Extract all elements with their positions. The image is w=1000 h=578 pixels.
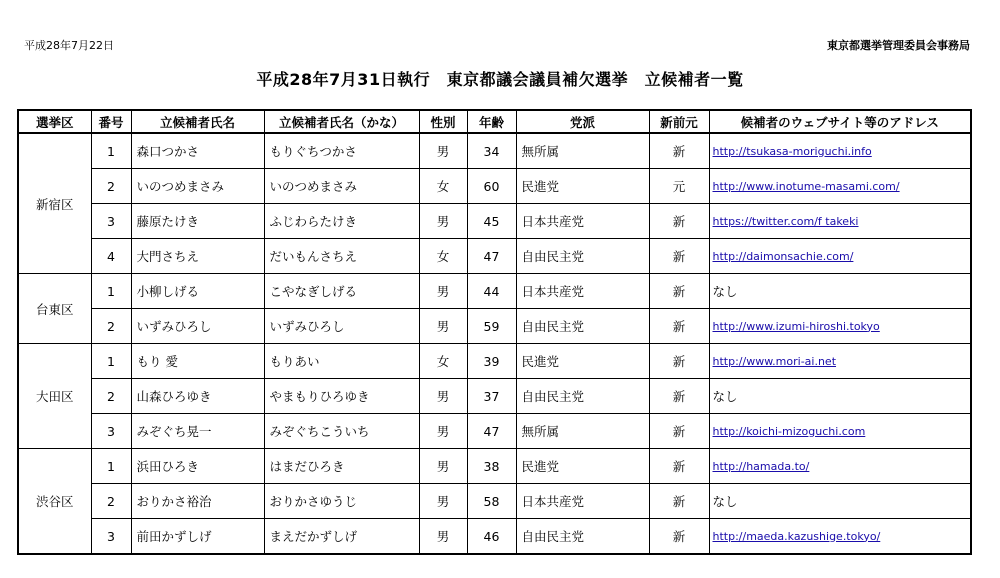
table-row [18,239,971,274]
candidate-website-cell [709,344,971,379]
header-gender: 性別 [419,110,467,133]
candidate-website-cell [709,414,971,449]
candidate-gender: 女 [419,169,467,204]
candidate-name: いのつめまさみ [131,169,264,204]
candidate-name: 大門さちえ [131,239,264,274]
candidate-party: 無所属 [516,133,649,169]
candidate-age: 37 [467,379,516,414]
candidate-status: 新 [649,414,709,449]
website-link[interactable]: https://twitter.com/f takeki [712,214,859,228]
candidate-website-cell [709,239,971,274]
header-status: 新前元 [649,110,709,133]
candidate-number: 2 [91,169,131,204]
candidate-name: おりかさ裕治 [131,484,264,519]
candidate-kana: はまだひろき [264,449,419,484]
candidate-status: 新 [649,239,709,274]
candidate-name: もり 愛 [131,344,264,379]
candidate-gender: 男 [419,414,467,449]
candidate-website-cell [709,133,971,169]
table-row [18,274,971,309]
header-kana: 立候補者氏名（かな） [264,110,419,133]
header-age: 年齢 [467,110,516,133]
candidate-party: 日本共産党 [516,274,649,309]
no-website-text: なし [712,284,738,299]
candidate-party: 自由民主党 [516,519,649,555]
candidate-number: 3 [91,519,131,555]
candidate-age: 38 [467,449,516,484]
issuing-office: 東京都選挙管理委員会事務局 [827,39,970,52]
website-link[interactable]: http://maeda.kazushige.tokyo/ [712,529,881,543]
candidate-status: 新 [649,309,709,344]
candidate-name: 前田かずしげ [131,519,264,555]
candidate-party: 自由民主党 [516,309,649,344]
candidate-party: 自由民主党 [516,379,649,414]
candidate-website-cell [709,309,971,344]
header-number: 番号 [91,110,131,133]
candidate-status: 新 [649,449,709,484]
candidate-gender: 女 [419,344,467,379]
website-link[interactable]: http://www.inotume-masami.com/ [712,179,900,193]
candidate-age: 46 [467,519,516,555]
candidate-number: 3 [91,414,131,449]
candidate-kana: こやなぎしげる [264,274,419,309]
page-title: 平成28年7月31日執行 東京都議会議員補欠選挙 立候補者一覧 [256,70,744,89]
no-website-text: なし [712,494,738,509]
candidate-status: 元 [649,169,709,204]
district-cell: 新宿区 [18,133,91,274]
table-row [18,519,971,555]
table-row [18,133,971,169]
candidate-age: 47 [467,239,516,274]
candidate-number: 2 [91,484,131,519]
table-row [18,344,971,379]
candidate-kana: もりぐちつかさ [264,133,419,169]
candidate-party: 民進党 [516,344,649,379]
candidate-party: 無所属 [516,414,649,449]
table-row [18,379,971,414]
candidate-status: 新 [649,204,709,239]
candidate-name: みぞぐち晃一 [131,414,264,449]
district-cell: 大田区 [18,344,91,449]
candidate-table [17,109,972,555]
candidate-name: 森口つかさ [131,133,264,169]
candidate-kana: ふじわらたけき [264,204,419,239]
candidate-status: 新 [649,274,709,309]
header-party: 党派 [516,110,649,133]
website-link[interactable]: http://hamada.to/ [712,459,810,473]
table-body [18,133,971,554]
candidate-kana: みぞぐちこういち [264,414,419,449]
candidate-gender: 男 [419,133,467,169]
candidate-number: 2 [91,379,131,414]
candidate-number: 1 [91,133,131,169]
candidate-website-cell [709,449,971,484]
website-link[interactable]: http://www.mori-ai.net [712,354,837,368]
candidate-website-cell [709,484,971,519]
candidate-kana: まえだかずしげ [264,519,419,555]
table-row [18,449,971,484]
district-cell: 渋谷区 [18,449,91,555]
candidate-age: 60 [467,169,516,204]
candidate-kana: だいもんさちえ [264,239,419,274]
candidate-age: 59 [467,309,516,344]
candidate-age: 39 [467,344,516,379]
table-row [18,309,971,344]
candidate-party: 日本共産党 [516,204,649,239]
district-cell: 台東区 [18,274,91,344]
candidate-gender: 男 [419,309,467,344]
candidate-kana: おりかさゆうじ [264,484,419,519]
candidate-status: 新 [649,379,709,414]
website-link[interactable]: http://koichi-mizoguchi.com [712,424,866,438]
candidate-name: いずみひろし [131,309,264,344]
candidate-gender: 男 [419,274,467,309]
table-row [18,204,971,239]
candidate-gender: 男 [419,449,467,484]
candidate-number: 1 [91,344,131,379]
candidate-website-cell [709,379,971,414]
candidate-name: 藤原たけき [131,204,264,239]
candidate-status: 新 [649,484,709,519]
candidate-website-cell [709,274,971,309]
candidate-number: 1 [91,274,131,309]
candidate-age: 44 [467,274,516,309]
website-link[interactable]: http://tsukasa-moriguchi.info [712,144,872,158]
table-header-row [18,110,971,133]
candidate-status: 新 [649,519,709,555]
candidate-party: 民進党 [516,169,649,204]
candidate-website-cell [709,519,971,555]
candidate-gender: 女 [419,239,467,274]
document-date: 平成28年7月22日 [24,39,114,52]
header-website: 候補者のウェブサイト等のアドレス [709,110,971,133]
candidate-status: 新 [649,133,709,169]
candidate-kana: いずみひろし [264,309,419,344]
candidate-status: 新 [649,344,709,379]
table-row [18,169,971,204]
candidate-kana: もりあい [264,344,419,379]
candidate-name: 小柳しげる [131,274,264,309]
header-district: 選挙区 [18,110,91,133]
candidate-age: 47 [467,414,516,449]
no-website-text: なし [712,389,738,404]
website-link[interactable]: http://daimonsachie.com/ [712,249,854,263]
header-name: 立候補者氏名 [131,110,264,133]
candidate-number: 2 [91,309,131,344]
candidate-gender: 男 [419,204,467,239]
candidate-gender: 男 [419,519,467,555]
table-row [18,414,971,449]
candidate-kana: やまもりひろゆき [264,379,419,414]
website-link[interactable]: http://www.izumi-hiroshi.tokyo [712,319,880,333]
candidate-name: 浜田ひろき [131,449,264,484]
candidate-number: 1 [91,449,131,484]
candidate-number: 3 [91,204,131,239]
candidate-kana: いのつめまさみ [264,169,419,204]
candidate-party: 民進党 [516,449,649,484]
candidate-age: 58 [467,484,516,519]
candidate-number: 4 [91,239,131,274]
table-row [18,484,971,519]
candidate-gender: 男 [419,379,467,414]
candidate-name: 山森ひろゆき [131,379,264,414]
candidate-gender: 男 [419,484,467,519]
candidate-age: 45 [467,204,516,239]
candidate-age: 34 [467,133,516,169]
candidate-party: 日本共産党 [516,484,649,519]
candidate-website-cell [709,204,971,239]
candidate-party: 自由民主党 [516,239,649,274]
candidate-website-cell [709,169,971,204]
